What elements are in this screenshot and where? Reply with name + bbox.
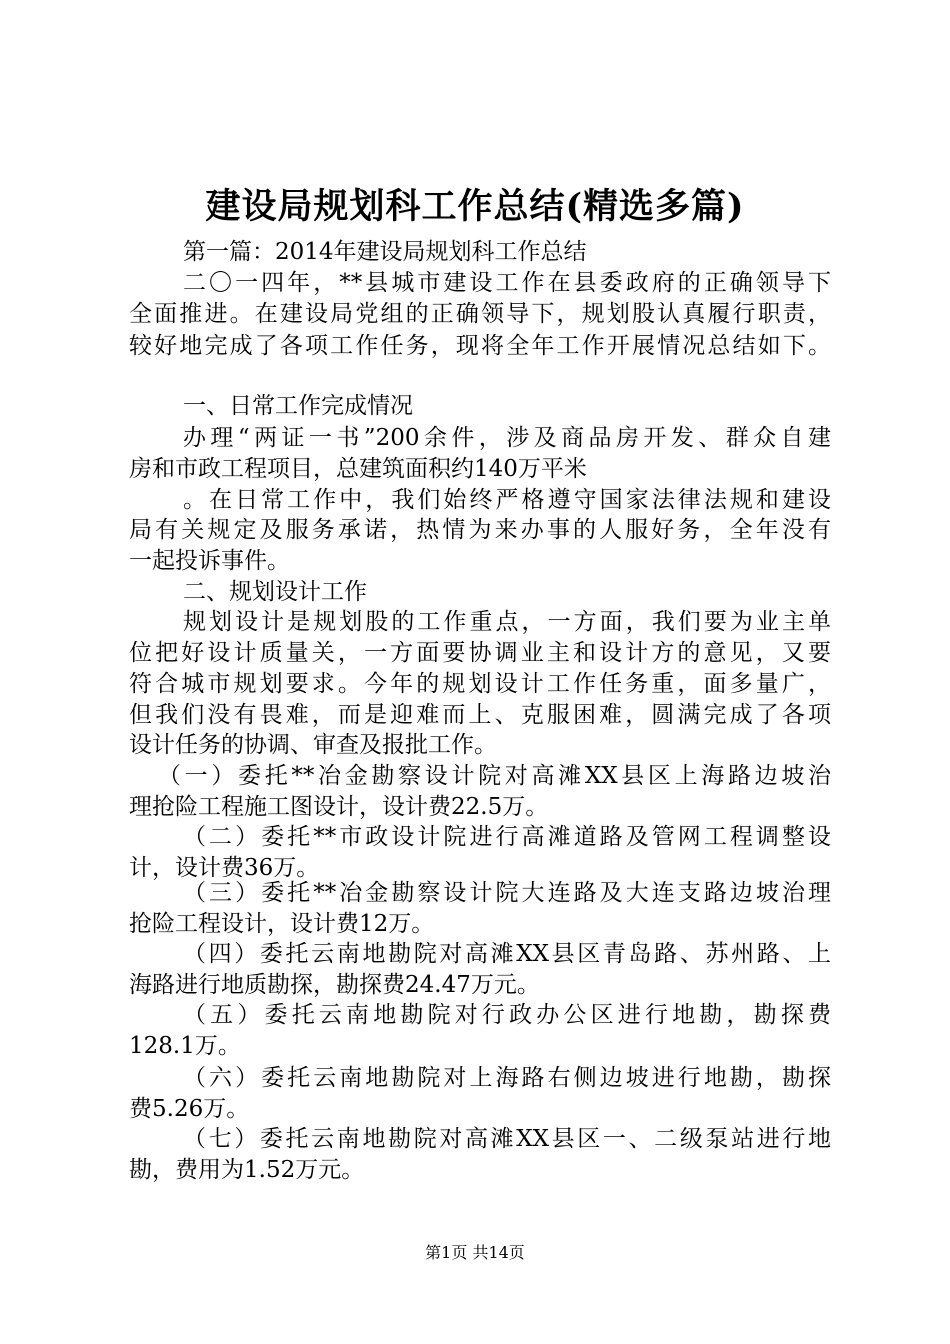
text-line: 较好地完成了各项工作任务，现将全年工作开展情况总结如下。 (129, 333, 831, 359)
list-item-6: （六）委托云南地勘院对上海路右侧边坡进行地勘，勘探 (183, 1065, 831, 1091)
text-line: 设计任务的协调、审查及报批工作。 (129, 732, 497, 758)
text-line: 一起投诉事件。 (129, 548, 290, 574)
list-item-1: （一）委托**冶金勘察设计院对高滩XX县区上海路边坡治 (158, 763, 831, 789)
text-line: 勘，费用为1.52万元。 (129, 1157, 365, 1183)
list-item-3: （三）委托**冶金勘察设计院大连路及大连支路边坡治理 (183, 880, 831, 906)
text-line: 规划设计是规划股的工作重点，一方面，我们要为业主单 (183, 609, 831, 635)
document-title: 建设局规划科工作总结(精选多篇) (205, 186, 745, 227)
section-heading-planning-design: 二、规划设计工作 (183, 579, 367, 605)
text-line: 局有关规定及服务承诺，热情为来办事的人服好务，全年没有 (129, 517, 831, 543)
text-line: 128.1万。 (129, 1033, 241, 1059)
text-line: 二〇一四年，**县城市建设工作在县委政府的正确领导下 (183, 270, 831, 296)
section-heading-daily-work: 一、日常工作完成情况 (183, 393, 413, 419)
list-item-2: （二）委托**市政设计院进行高滩道路及管网工程调整设 (183, 824, 831, 850)
text-line: 费5.26万。 (129, 1096, 250, 1122)
text-line: 办理“两证一书”200余件，涉及商品房开发、群众自建 (183, 425, 831, 451)
text-line: 理抢险工程施工图设计，设计费22.5万。 (129, 794, 549, 820)
page-number-footer: 第1页 共14页 (425, 1243, 525, 1262)
text-line: 全面推进。在建设局党组的正确领导下，规划股认真履行职责， (129, 301, 831, 327)
list-item-5: （五）委托云南地勘院对行政办公区进行地勘，勘探费 (183, 1002, 831, 1028)
text-line: 但我们没有畏难，而是迎难而上、克服困难，圆满完成了各项 (129, 702, 831, 728)
text-line: 。在日常工作中，我们始终严格遵守国家法律法规和建设 (183, 487, 831, 513)
text-line: 抢险工程设计，设计费12万。 (129, 911, 435, 937)
list-item-4: （四）委托云南地勘院对高滩XX县区青岛路、苏州路、上 (183, 941, 831, 967)
text-line: 海路进行地质勘探，勘探费24.47万元。 (129, 972, 540, 998)
list-item-7: （七）委托云南地勘院对高滩XX县区一、二级泵站进行地 (183, 1126, 831, 1152)
text-line: 房和市政工程项目，总建筑面积约140万平米 (129, 456, 587, 482)
text-line: 符合城市规划要求。今年的规划设计工作任务重，面多量广， (129, 671, 831, 697)
text-line: 位把好设计质量关，一方面要协调业主和设计方的意见，又要 (129, 640, 831, 666)
text-line: 计，设计费36万。 (129, 855, 320, 881)
section-heading-part-one: 第一篇：2014年建设局规划科工作总结 (183, 239, 587, 265)
